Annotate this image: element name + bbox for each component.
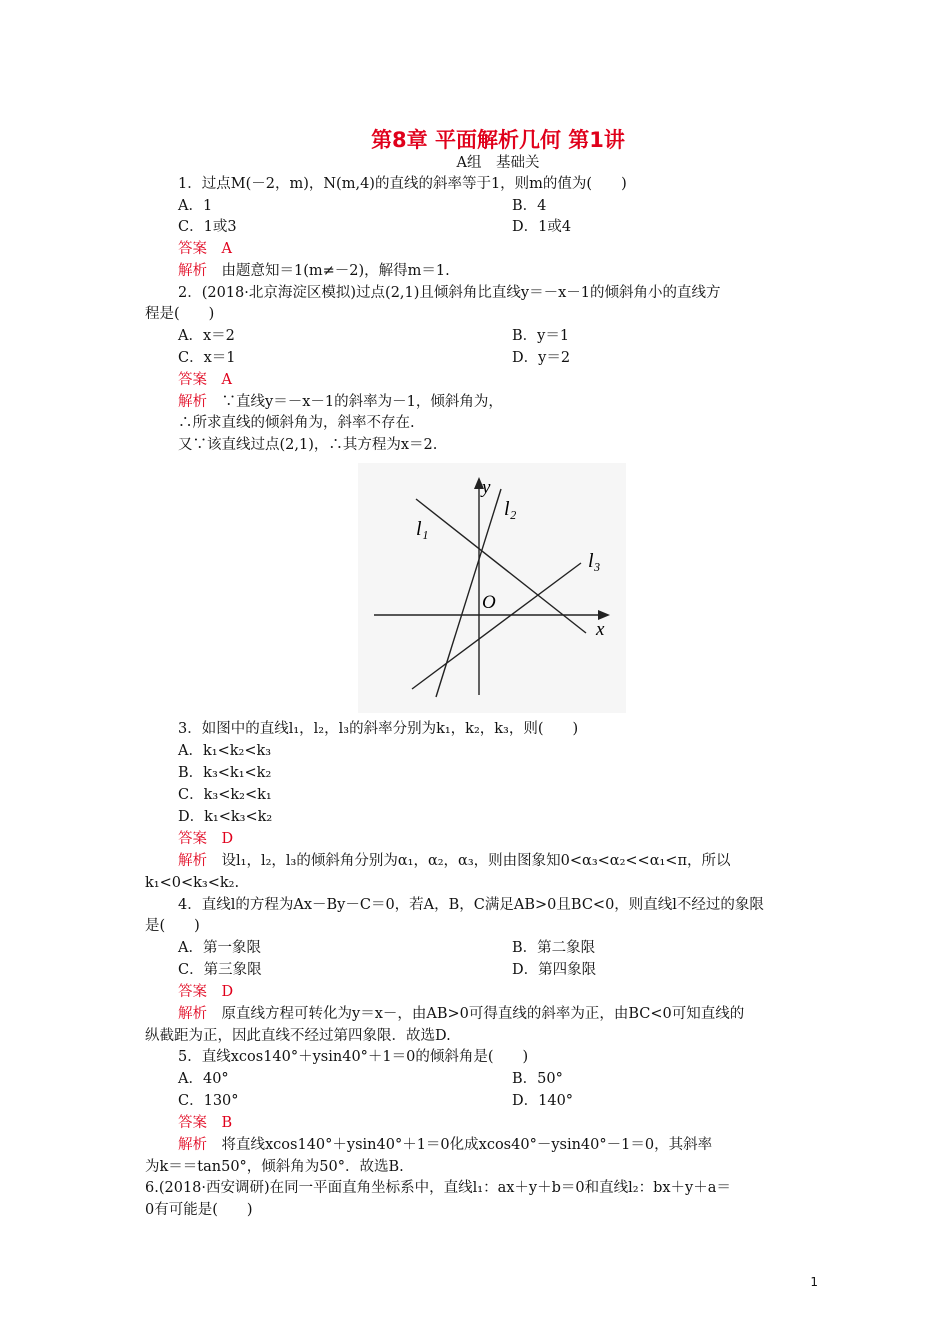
- q2-option-a: A．x＝2: [178, 328, 235, 344]
- q5-analysis: 解析 将直线xcos140°＋ysin40°＋1＝0化成xcos40°－ysin40°－1＝0，其斜率: [178, 1137, 713, 1153]
- q3-analysis-cont: k₁<0<k₃<k₂.: [145, 875, 240, 891]
- l1-label: l₁: [416, 518, 429, 540]
- l2-label: l₂: [504, 498, 517, 520]
- y-axis-label: y: [482, 477, 491, 498]
- q1-option-b: B．4: [512, 198, 547, 214]
- q2-stem-cont: 程是( ): [145, 306, 215, 322]
- analysis-label: 解析: [178, 1137, 207, 1153]
- q1-option-c: C．1或3: [178, 219, 237, 235]
- analysis-label: 解析: [178, 1006, 207, 1022]
- q2-answer: 答案 A: [178, 372, 232, 388]
- q3-option-b: B．k₃<k₁<k₂: [178, 765, 272, 781]
- q3-analysis: 解析 设l₁，l₂，l₃的倾斜角分别为α₁，α₂，α₃，则由图象知0<α₃<α₂<<α₁<π，所以: [178, 853, 731, 869]
- page-title: 第8章 平面解析几何 第1讲: [371, 128, 625, 152]
- q1-option-a: A．1: [178, 198, 213, 214]
- q2-stem: 2．(2018·北京海淀区模拟)过点(2,1)且倾斜角比直线y＝－x－1的倾斜角小的直线方: [178, 285, 721, 301]
- q6-stem-cont: 0有可能是( ): [145, 1202, 253, 1218]
- analysis-label: 解析: [178, 263, 207, 279]
- analysis-label: 解析: [178, 394, 207, 410]
- q2-option-b: B．y＝1: [512, 328, 570, 344]
- q4-stem-cont: 是( ): [145, 918, 200, 934]
- q3-stem: 3．如图中的直线l₁，l₂，l₃的斜率分别为k₁，k₂，k₃，则( ): [178, 721, 579, 737]
- x-axis-label: x: [596, 619, 605, 640]
- analysis-label: 解析: [178, 853, 207, 869]
- q4-analysis-cont: 纵截距为正，因此直线不经过第四象限．故选D.: [145, 1028, 451, 1044]
- q2-option-d: D．y＝2: [512, 350, 571, 366]
- q1-stem: 1．过点M(－2，m)，N(m,4)的直线的斜率等于1，则m的值为( ): [178, 176, 627, 192]
- q3-answer: 答案 D: [178, 831, 234, 847]
- q5-analysis-cont: 为k＝＝tan50°，倾斜角为50°．故选B.: [145, 1159, 404, 1175]
- q6-stem: 6.(2018·西安调研)在同一平面直角坐标系中，直线l₁：ax＋y＋b＝0和直线l₂：bx＋y＋a＝: [145, 1180, 731, 1196]
- q4-answer: 答案 D: [178, 984, 234, 1000]
- q5-stem: 5．直线xcos140°＋ysin40°＋1＝0的倾斜角是( ): [178, 1049, 529, 1065]
- q4-option-d: D．第四象限: [512, 962, 597, 978]
- q2-analysis-3: 又∵该直线过点(2,1)，∴其方程为x＝2.: [178, 437, 438, 453]
- q4-option-a: A．第一象限: [178, 940, 261, 956]
- q5-option-a: A．40°: [178, 1071, 229, 1087]
- q4-stem: 4．直线l的方程为Ax－By－C＝0，若A，B，C满足AB>0且BC<0，则直线l不经过的象限: [178, 897, 764, 913]
- q2-option-c: C．x＝1: [178, 350, 236, 366]
- q4-analysis: 解析 原直线方程可转化为y＝x－，由AB>0可得直线的斜率为正，由BC<0可知直线的: [178, 1006, 745, 1022]
- q3-option-c: C．k₃<k₂<k₁: [178, 787, 272, 803]
- slope-lines-figure: [358, 463, 626, 713]
- origin-label: O: [482, 592, 496, 613]
- page-number: 1: [810, 1275, 818, 1289]
- q1-analysis: 解析 由题意知＝1(m≠－2)，解得m＝1.: [178, 263, 450, 279]
- q2-analysis-1: 解析 ∵直线y＝－x－1的斜率为－1，倾斜角为，: [178, 394, 503, 410]
- q5-answer: 答案 B: [178, 1115, 233, 1131]
- q3-option-a: A．k₁<k₂<k₃: [178, 743, 272, 759]
- q1-answer: 答案 A: [178, 241, 232, 257]
- q4-option-c: C．第三象限: [178, 962, 262, 978]
- q3-option-d: D．k₁<k₃<k₂: [178, 809, 273, 825]
- l3-label: l₃: [588, 550, 601, 572]
- q5-option-c: C．130°: [178, 1093, 239, 1109]
- q5-option-b: B．50°: [512, 1071, 563, 1087]
- figure-background: [358, 463, 626, 713]
- section-subtitle: A组 基础关: [456, 155, 540, 171]
- q4-option-b: B．第二象限: [512, 940, 596, 956]
- q5-option-d: D．140°: [512, 1093, 574, 1109]
- q1-option-d: D．1或4: [512, 219, 572, 235]
- q2-analysis-2: ∴所求直线的倾斜角为，斜率不存在.: [178, 415, 415, 431]
